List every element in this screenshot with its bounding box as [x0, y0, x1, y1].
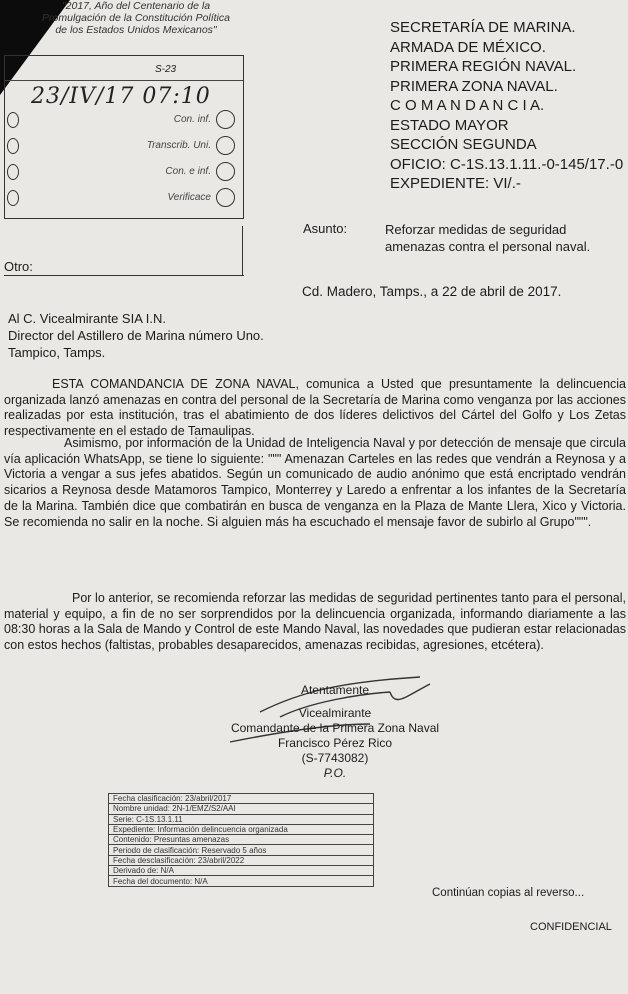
table-cell: Expediente: Información delincuencia organizada [109, 824, 374, 834]
stamp-row [5, 134, 243, 160]
legend-line: "2017, Año del Centenario de la [61, 0, 211, 12]
stamp-row [5, 160, 243, 186]
signature-block [200, 683, 470, 781]
stamp-row [5, 186, 243, 212]
checkbox-circle [216, 162, 235, 181]
table-row [109, 855, 374, 865]
expediente: EXPEDIENTE: VI/.- [390, 175, 521, 192]
signature-line: Vicealmirante [298, 706, 372, 720]
signature-line: Atentamente [300, 683, 370, 697]
signature-line: (S-7743082) [301, 751, 369, 765]
table-cell: Fecha del documento: N/A [109, 876, 374, 886]
table-row [109, 824, 374, 834]
recipient-line: Tampico, Tamps. [8, 345, 106, 360]
recipient-line: Al C. Vicealmirante SIA I.N. [8, 311, 166, 326]
body-paragraph-3: Por lo anterior, se recomienda reforzar las medidas de seguridad pertinentes tanto para el personal, material y equipo, a fin de no ser sorprendidos por la delincuencia organizada, informando diariamente a las 08:30 horas a la Sala de Mando y Control de este Mando Naval, las novedades que pudieran estar relacionadas con estos hechos (faltistas, probables desaparecidos, amenazas recibidas, agresiones, etcétera). [4, 591, 626, 653]
stamp-divider [5, 80, 243, 81]
classification-table [108, 793, 374, 887]
signature-initials: P.O. [323, 766, 347, 780]
continues-note: Continúan copias al reverso... [432, 887, 585, 899]
legend-line: Promulgación de la Constitución Política [42, 12, 230, 24]
body-paragraph-1: ESTA COMANDANCIA DE ZONA NAVAL, comunica a Usted que presuntamente la delincuencia organizada lanzó amenazas en contra del personal de la Secretaría de Marina como venganza por las acciones realizadas por esta institución, tras el abatimiento de dos líderes delictivos del Cártel del Golfo y Los Zetas respectivamente en el estado de Tamaulipas. [4, 377, 626, 439]
stamp-row-label: Con. e inf. [165, 166, 211, 177]
dept-line: SECCIÓN SEGUNDA [390, 136, 537, 153]
dept-line: C O M A N D A N C I A. [390, 97, 545, 114]
department-heading [390, 18, 623, 194]
table-row [109, 794, 374, 804]
table-row [109, 845, 374, 855]
table-row [109, 835, 374, 845]
table-cell: Nombre unidad: 2N-1/EMZ/S2/AAI [109, 804, 374, 814]
table-cell: Periodo de clasificación: Reservado 5 años [109, 845, 374, 855]
dept-line: SECRETARÍA DE MARINA. [390, 19, 576, 36]
table-cell: Contenido: Presuntas amenazas [109, 835, 374, 845]
table-cell: Derivado de: N/A [109, 866, 374, 876]
table-cell: Serie: C-1S.13.1.11 [109, 814, 374, 824]
checkbox-circle [7, 190, 19, 206]
reception-stamp [4, 55, 244, 219]
stamp-row-label: Con. inf. [173, 114, 211, 125]
table-cell: Fecha clasificación: 23/abril/2017 [109, 794, 374, 804]
checkbox-circle [216, 188, 235, 207]
subject-text: Reforzar medidas de seguridad amenazas contra el personal naval. [385, 222, 591, 254]
otro-label: Otro: [4, 259, 33, 274]
subject-label: Asunto: [303, 221, 348, 236]
dept-line: PRIMERA REGIÓN NAVAL. [390, 58, 577, 75]
place-date: Cd. Madero, Tamps., a 22 de abril de 2017. [302, 284, 562, 299]
table-row [109, 814, 374, 824]
table-row [109, 866, 374, 876]
stamp-date: 23/IV/17 07:10 [31, 84, 211, 109]
stamp-code: S-23 [155, 64, 177, 75]
stamp-row [5, 108, 243, 134]
checkbox-circle [216, 136, 235, 155]
otro-line [4, 275, 244, 276]
table-row [109, 876, 374, 886]
dept-line: ARMADA DE MÉXICO. [390, 38, 546, 56]
table-cell: Fecha desclasificación: 23/abril/2022 [109, 855, 374, 865]
stamp-row-label: Transcrib. Uni. [146, 140, 211, 151]
checkbox-circle [7, 112, 19, 128]
stamp-border [242, 226, 243, 276]
confidential-mark: CONFIDENCIAL [530, 921, 612, 933]
dept-line: PRIMERA ZONA NAVAL. [390, 77, 558, 95]
body-paragraph-2: Asimismo, por información de la Unidad de Inteligencia Naval y por detección de mensaje que circula vía aplicación WhatsApp, se tiene lo siguiente: """ Amenazan Carteles en las redes que vendrán a Reynosa y a Victoria a vengar a sus jefes abatidos. Según un comunicado de audio anónimo que está encriptado vendrán sicarios a Reynosa desde Matamoros Tampico, Monterrey y Laredo a enfrentar a los infantes de la Secretaría de la Marina. También dice que combatirán en busca de venganza en la Plaza de Mante Llera, Xico y Victoria. Se recomienda no salir en la noche. Si alguien más ha escuchado el mensaje favor de subirlo al Grupo""". [4, 436, 626, 529]
recipient-line: Director del Astillero de Marina número Uno. [8, 328, 264, 343]
oficio-number: OFICIO: C-1S.13.1.11.-0-145/17.-0 [390, 155, 624, 173]
centenary-legend [30, 0, 242, 36]
signature-line: Francisco Pérez Rico [277, 736, 393, 750]
dept-line: ESTADO MAYOR [390, 116, 509, 134]
checkbox-circle [7, 164, 19, 180]
signature-line: Comandante de la Primera Zona Naval [230, 721, 440, 735]
legend-line: de los Estados Unidos Mexicanos" [55, 24, 217, 36]
checkbox-circle [216, 110, 235, 129]
recipient-block [8, 310, 264, 361]
table-row [109, 804, 374, 814]
checkbox-circle [7, 138, 19, 154]
stamp-row-label: Verificace [167, 192, 211, 203]
